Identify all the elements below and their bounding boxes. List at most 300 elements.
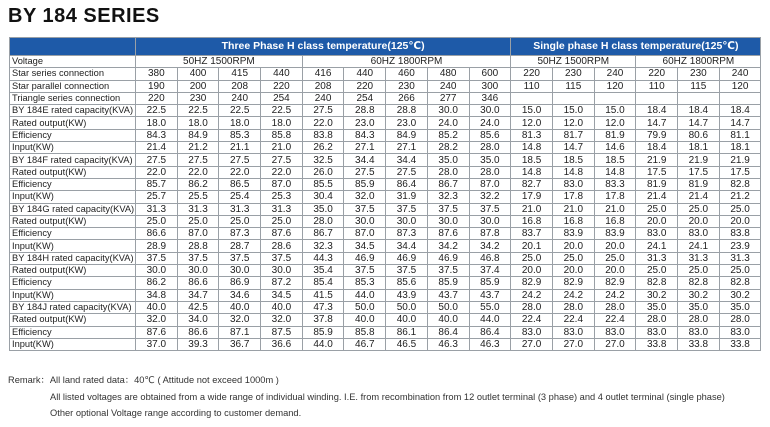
- table-cell: 37.8: [302, 314, 344, 326]
- table-cell: 32.0: [219, 314, 261, 326]
- table-cell: 380: [136, 68, 178, 80]
- table-cell: 18.0: [136, 117, 178, 129]
- table-cell: 460: [386, 68, 428, 80]
- table-cell: 87.0: [261, 178, 303, 190]
- table-cell: 22.0: [261, 166, 303, 178]
- table-cell: 28.2: [427, 142, 469, 154]
- table-cell: 82.7: [511, 178, 553, 190]
- table-cell: 82.9: [552, 277, 594, 289]
- table-cell: 82.8: [719, 277, 761, 289]
- table-cell: 17.5: [636, 166, 678, 178]
- table-cell: 34.2: [427, 240, 469, 252]
- table-row: [10, 215, 761, 227]
- table-cell: 120: [594, 80, 636, 92]
- table-row: [10, 178, 761, 190]
- row-label: Star parallel connection: [10, 80, 136, 92]
- table-cell: 18.0: [261, 117, 303, 129]
- table-cell: 14.8: [594, 166, 636, 178]
- table-cell: 18.5: [594, 154, 636, 166]
- table-cell: 26.0: [302, 166, 344, 178]
- table-cell: 32.3: [427, 191, 469, 203]
- row-label: Voltage: [10, 56, 136, 68]
- table-cell: 31.3: [177, 203, 219, 215]
- table-cell: 46.3: [427, 338, 469, 350]
- table-row: [10, 289, 761, 301]
- table-cell: 240: [594, 68, 636, 80]
- row-label: Input(KW): [10, 240, 136, 252]
- frequency-header-cell: 60HZ 1800RPM: [302, 56, 511, 68]
- table-cell: 28.0: [719, 314, 761, 326]
- table-cell: 21.9: [678, 154, 720, 166]
- table-cell: 44.0: [302, 338, 344, 350]
- table-cell: 230: [386, 80, 428, 92]
- table-cell: 31.3: [678, 252, 720, 264]
- table-cell: 30.2: [636, 289, 678, 301]
- header-corner-cell: [10, 38, 136, 56]
- table-cell: 37.5: [469, 203, 511, 215]
- row-label: Efficiency: [10, 129, 136, 141]
- table-row: [10, 129, 761, 141]
- table-cell: 30.2: [678, 289, 720, 301]
- table-cell: 25.0: [594, 252, 636, 264]
- table-cell: 86.7: [302, 228, 344, 240]
- table-cell: 85.8: [261, 129, 303, 141]
- table-cell: 86.1: [386, 326, 428, 338]
- table-cell: 14.7: [678, 117, 720, 129]
- remark-line-1: Remark：All land rated data：40℃ ( Attitude not exceed 1000m ): [8, 375, 279, 385]
- table-cell: 34.8: [136, 289, 178, 301]
- table-cell: 37.5: [344, 265, 386, 277]
- table-cell: 23.9: [719, 240, 761, 252]
- table-cell: 21.4: [636, 191, 678, 203]
- row-label: Input(KW): [10, 191, 136, 203]
- table-cell: 43.9: [386, 289, 428, 301]
- table-cell: 21.1: [219, 142, 261, 154]
- table-cell: 27.5: [136, 154, 178, 166]
- table-cell: 81.1: [719, 129, 761, 141]
- table-cell: 190: [136, 80, 178, 92]
- table-cell: 55.0: [469, 301, 511, 313]
- table-cell: 85.9: [427, 277, 469, 289]
- table-cell: 37.5: [219, 252, 261, 264]
- table-cell: 27.5: [344, 166, 386, 178]
- table-cell: 28.0: [552, 301, 594, 313]
- table-cell: 83.8: [719, 228, 761, 240]
- table-cell: 36.6: [261, 338, 303, 350]
- table-row: [10, 92, 761, 104]
- table-cell: 27.0: [552, 338, 594, 350]
- table-cell: [678, 92, 720, 104]
- table-cell: 35.0: [678, 301, 720, 313]
- table-cell: 30.0: [344, 215, 386, 227]
- row-label: Input(KW): [10, 289, 136, 301]
- table-cell: 34.4: [386, 154, 428, 166]
- table-cell: 120: [719, 80, 761, 92]
- table-cell: 416: [302, 68, 344, 80]
- table-cell: 23.0: [386, 117, 428, 129]
- table-cell: 230: [552, 68, 594, 80]
- table-cell: 84.3: [344, 129, 386, 141]
- table-cell: 25.0: [678, 265, 720, 277]
- table-cell: 35.0: [427, 154, 469, 166]
- frequency-header-cell: 50HZ 1500RPM: [136, 56, 303, 68]
- table-row: [10, 314, 761, 326]
- table-cell: [594, 92, 636, 104]
- row-label: BY 184J rated capacity(KVA): [10, 301, 136, 313]
- table-cell: 31.3: [636, 252, 678, 264]
- table-cell: 44.3: [302, 252, 344, 264]
- three-phase-header: Three Phase H class temperature(125℃): [136, 38, 511, 56]
- table-cell: 50.0: [344, 301, 386, 313]
- table-cell: 37.5: [427, 203, 469, 215]
- remark-line-3: Other optional Voltage range according to customer demand.: [50, 408, 302, 418]
- row-label: BY 184G rated capacity(KVA): [10, 203, 136, 215]
- table-cell: 18.4: [636, 142, 678, 154]
- table-row: [10, 228, 761, 240]
- table-cell: 25.5: [177, 191, 219, 203]
- table-cell: 18.4: [719, 105, 761, 117]
- table-row: [10, 142, 761, 154]
- table-cell: 40.0: [219, 301, 261, 313]
- table-cell: 32.5: [302, 154, 344, 166]
- table-cell: 34.4: [386, 240, 428, 252]
- table-cell: 31.3: [136, 203, 178, 215]
- row-label: Efficiency: [10, 277, 136, 289]
- table-cell: 37.5: [344, 203, 386, 215]
- table-cell: 31.3: [261, 203, 303, 215]
- table-cell: 23.0: [344, 117, 386, 129]
- table-cell: 50.0: [386, 301, 428, 313]
- table-cell: 82.9: [594, 277, 636, 289]
- table-row: [10, 154, 761, 166]
- table-cell: 37.4: [469, 265, 511, 277]
- table-cell: 25.0: [678, 203, 720, 215]
- table-cell: 27.1: [344, 142, 386, 154]
- table-cell: [511, 92, 553, 104]
- table-cell: 30.4: [302, 191, 344, 203]
- table-cell: 27.5: [177, 154, 219, 166]
- table-cell: 28.8: [344, 105, 386, 117]
- table-cell: 24.0: [469, 117, 511, 129]
- table-cell: 28.0: [469, 142, 511, 154]
- table-cell: 37.5: [427, 265, 469, 277]
- table-cell: 34.0: [177, 314, 219, 326]
- table-cell: 32.0: [344, 191, 386, 203]
- table-cell: 21.9: [636, 154, 678, 166]
- table-cell: 208: [302, 80, 344, 92]
- table-cell: [719, 92, 761, 104]
- row-label: BY 184H rated capacity(KVA): [10, 252, 136, 264]
- table-cell: 25.3: [261, 191, 303, 203]
- table-cell: 110: [511, 80, 553, 92]
- table-cell: 22.5: [136, 105, 178, 117]
- table-cell: 87.3: [219, 228, 261, 240]
- table-row: [10, 240, 761, 252]
- row-label: BY 184F rated capacity(KVA): [10, 154, 136, 166]
- table-cell: 28.0: [636, 314, 678, 326]
- table-cell: 14.7: [552, 142, 594, 154]
- table-cell: 21.0: [552, 203, 594, 215]
- table-cell: [636, 92, 678, 104]
- table-cell: 14.8: [552, 166, 594, 178]
- table-cell: 37.5: [136, 252, 178, 264]
- table-cell: 80.6: [678, 129, 720, 141]
- table-cell: 87.6: [427, 228, 469, 240]
- remarks-block: [8, 372, 725, 422]
- table-cell: 87.0: [344, 228, 386, 240]
- row-label: Efficiency: [10, 228, 136, 240]
- table-cell: 27.5: [219, 154, 261, 166]
- table-cell: 82.8: [678, 277, 720, 289]
- row-label: Efficiency: [10, 326, 136, 338]
- table-cell: 44.0: [469, 314, 511, 326]
- table-cell: 83.0: [636, 228, 678, 240]
- table-cell: 27.5: [302, 105, 344, 117]
- table-cell: 81.7: [552, 129, 594, 141]
- table-cell: 21.0: [511, 203, 553, 215]
- table-cell: 85.5: [302, 178, 344, 190]
- table-cell: 31.9: [386, 191, 428, 203]
- table-cell: 85.6: [469, 129, 511, 141]
- table-cell: 18.1: [678, 142, 720, 154]
- table-cell: 83.0: [552, 178, 594, 190]
- table-cell: 24.2: [552, 289, 594, 301]
- table-cell: 21.4: [678, 191, 720, 203]
- table-cell: 28.0: [427, 166, 469, 178]
- table-cell: 32.0: [136, 314, 178, 326]
- table-cell: 43.7: [469, 289, 511, 301]
- table-cell: 35.0: [636, 301, 678, 313]
- table-cell: 220: [261, 80, 303, 92]
- table-cell: 25.4: [219, 191, 261, 203]
- table-cell: 40.0: [386, 314, 428, 326]
- table-cell: 86.4: [469, 326, 511, 338]
- table-cell: 110: [636, 80, 678, 92]
- table-cell: 87.1: [219, 326, 261, 338]
- table-cell: 35.0: [302, 203, 344, 215]
- table-cell: 20.0: [594, 265, 636, 277]
- table-cell: 33.8: [719, 338, 761, 350]
- table-cell: 28.6: [261, 240, 303, 252]
- table-cell: 87.6: [261, 228, 303, 240]
- table-cell: 37.5: [386, 265, 428, 277]
- table-cell: 83.0: [594, 326, 636, 338]
- table-cell: 81.3: [511, 129, 553, 141]
- table-cell: 85.9: [469, 277, 511, 289]
- table-cell: 37.5: [177, 252, 219, 264]
- table-cell: 22.4: [511, 314, 553, 326]
- table-cell: 46.3: [469, 338, 511, 350]
- table-cell: 18.1: [719, 142, 761, 154]
- table-cell: 86.9: [219, 277, 261, 289]
- table-cell: 87.6: [136, 326, 178, 338]
- table-cell: 26.2: [302, 142, 344, 154]
- table-cell: 28.0: [678, 314, 720, 326]
- table-cell: 220: [636, 68, 678, 80]
- table-cell: 40.0: [136, 301, 178, 313]
- table-cell: 87.8: [469, 228, 511, 240]
- row-label: Input(KW): [10, 142, 136, 154]
- row-label: Rated output(KW): [10, 314, 136, 326]
- row-label: Triangle series connection: [10, 92, 136, 104]
- row-label: Rated output(KW): [10, 166, 136, 178]
- row-label: BY 184E rated capacity(KVA): [10, 105, 136, 117]
- table-cell: 14.8: [511, 142, 553, 154]
- table-cell: 21.0: [261, 142, 303, 154]
- table-cell: 85.7: [136, 178, 178, 190]
- table-cell: 20.0: [636, 215, 678, 227]
- table-cell: 12.0: [511, 117, 553, 129]
- table-cell: 254: [261, 92, 303, 104]
- frequency-header-cell: 60HZ 1800RPM: [636, 56, 761, 68]
- table-row: [10, 80, 761, 92]
- table-cell: 20.0: [594, 240, 636, 252]
- table-cell: 36.7: [219, 338, 261, 350]
- table-cell: 31.3: [719, 252, 761, 264]
- table-cell: 266: [386, 92, 428, 104]
- table-cell: 21.0: [594, 203, 636, 215]
- table-cell: 86.6: [177, 277, 219, 289]
- table-cell: 17.8: [594, 191, 636, 203]
- table-cell: 83.0: [552, 326, 594, 338]
- table-cell: 600: [469, 68, 511, 80]
- table-cell: 40.0: [427, 314, 469, 326]
- table-cell: 18.0: [219, 117, 261, 129]
- table-cell: 81.9: [678, 178, 720, 190]
- table-cell: 87.0: [177, 228, 219, 240]
- table-cell: 14.6: [594, 142, 636, 154]
- table-cell: 14.7: [719, 117, 761, 129]
- table-cell: 22.0: [177, 166, 219, 178]
- table-cell: 20.1: [511, 240, 553, 252]
- table-cell: 27.5: [261, 154, 303, 166]
- table-cell: 15.0: [552, 105, 594, 117]
- table-cell: 50.0: [427, 301, 469, 313]
- table-cell: 115: [678, 80, 720, 92]
- table-cell: 87.2: [261, 277, 303, 289]
- table-cell: 34.4: [344, 154, 386, 166]
- table-cell: 18.4: [636, 105, 678, 117]
- table-cell: 30.0: [427, 215, 469, 227]
- table-cell: 24.2: [511, 289, 553, 301]
- table-row: [10, 326, 761, 338]
- table-cell: 25.0: [636, 203, 678, 215]
- table-cell: 16.8: [594, 215, 636, 227]
- table-cell: 240: [219, 92, 261, 104]
- table-cell: 83.0: [678, 228, 720, 240]
- table-cell: 32.0: [261, 314, 303, 326]
- table-cell: 39.3: [177, 338, 219, 350]
- table-cell: 87.0: [469, 178, 511, 190]
- table-row: [10, 203, 761, 215]
- table-cell: 17.5: [719, 166, 761, 178]
- table-cell: 83.0: [511, 326, 553, 338]
- table-cell: 35.4: [302, 265, 344, 277]
- table-cell: 22.0: [219, 166, 261, 178]
- table-cell: 86.7: [427, 178, 469, 190]
- table-cell: [552, 92, 594, 104]
- table-row: [10, 265, 761, 277]
- table-cell: 17.9: [511, 191, 553, 203]
- table-cell: 240: [427, 80, 469, 92]
- table-cell: 22.4: [552, 314, 594, 326]
- table-cell: 37.5: [261, 252, 303, 264]
- table-cell: 28.7: [219, 240, 261, 252]
- table-cell: 86.4: [427, 326, 469, 338]
- table-row: [10, 301, 761, 313]
- remark-line-2: All listed voltages are obtained from a wide range of individual winding. I.E. from recombination from 12 outlet terminal (3 phase) and 4 outlet terminal (single phase): [50, 391, 725, 402]
- table-cell: 277: [427, 92, 469, 104]
- table-cell: 30.0: [427, 105, 469, 117]
- table-cell: 230: [678, 68, 720, 80]
- table-cell: 240: [302, 92, 344, 104]
- table-cell: 46.5: [386, 338, 428, 350]
- row-label: Rated output(KW): [10, 117, 136, 129]
- table-cell: 83.0: [719, 326, 761, 338]
- table-cell: 31.3: [219, 203, 261, 215]
- table-cell: 254: [344, 92, 386, 104]
- table-cell: 27.0: [511, 338, 553, 350]
- table-row: [10, 191, 761, 203]
- table-cell: 85.4: [302, 277, 344, 289]
- table-cell: 21.2: [177, 142, 219, 154]
- table-cell: 28.8: [386, 105, 428, 117]
- table-cell: 46.8: [469, 252, 511, 264]
- table-cell: 28.0: [511, 301, 553, 313]
- table-cell: 25.0: [552, 252, 594, 264]
- table-cell: 30.0: [177, 265, 219, 277]
- table-cell: 34.5: [261, 289, 303, 301]
- table-cell: 30.0: [469, 105, 511, 117]
- table-cell: 85.2: [427, 129, 469, 141]
- table-cell: 440: [344, 68, 386, 80]
- table-cell: 115: [552, 80, 594, 92]
- table-cell: 85.6: [386, 277, 428, 289]
- table-cell: 83.3: [594, 178, 636, 190]
- table-cell: 18.4: [678, 105, 720, 117]
- table-cell: 30.0: [136, 265, 178, 277]
- table-cell: 28.0: [594, 301, 636, 313]
- table-cell: 85.9: [302, 326, 344, 338]
- table-cell: 46.9: [344, 252, 386, 264]
- spec-table-body: [10, 38, 761, 351]
- table-cell: 30.0: [219, 265, 261, 277]
- table-cell: 346: [469, 92, 511, 104]
- row-label: Efficiency: [10, 178, 136, 190]
- table-cell: 86.6: [136, 228, 178, 240]
- table-cell: 27.1: [386, 142, 428, 154]
- table-cell: 83.9: [552, 228, 594, 240]
- table-cell: 41.5: [302, 289, 344, 301]
- table-cell: 34.2: [469, 240, 511, 252]
- table-cell: 83.7: [511, 228, 553, 240]
- single-phase-header: Single phase H class temperature(125℃): [511, 38, 761, 56]
- row-label: Star series connection: [10, 68, 136, 80]
- table-cell: 24.0: [427, 117, 469, 129]
- table-cell: 47.3: [302, 301, 344, 313]
- table-row: [10, 117, 761, 129]
- table-cell: 85.8: [344, 326, 386, 338]
- table-row: [10, 56, 761, 68]
- table-cell: 220: [511, 68, 553, 80]
- table-header-row: [10, 38, 761, 56]
- table-cell: 86.5: [219, 178, 261, 190]
- table-cell: 14.7: [636, 117, 678, 129]
- table-cell: 25.0: [636, 265, 678, 277]
- table-cell: 18.0: [177, 117, 219, 129]
- table-cell: 83.9: [594, 228, 636, 240]
- table-cell: 240: [719, 68, 761, 80]
